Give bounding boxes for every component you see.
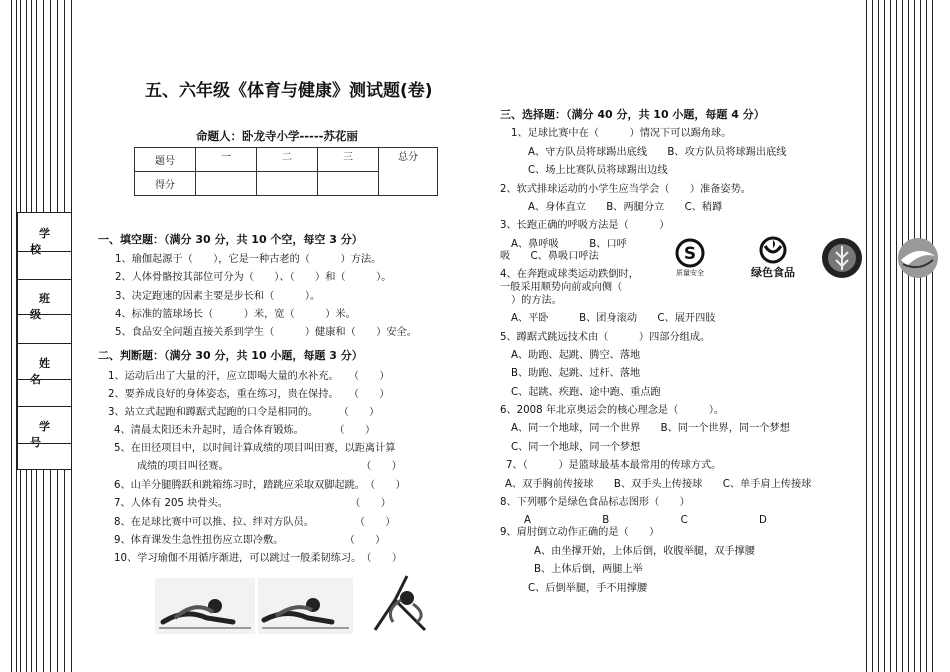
binding-line: [926, 0, 927, 672]
score-cell[interactable]: [318, 172, 379, 196]
score-cell[interactable]: [196, 172, 257, 196]
score-header-cell: 三: [318, 148, 379, 172]
swirl-emblem-icon: [893, 236, 943, 280]
name-label: 姓 名: [30, 357, 68, 386]
binding-line: [11, 0, 12, 672]
choice-question: 1、足球比赛中在（ ）情况下可以踢角球。: [511, 128, 732, 139]
true-false-item: 8、在足球比赛中可以推、拉、绊对方队员。 （ ）: [114, 517, 396, 528]
green-food-logo-icon: [755, 236, 791, 264]
true-false-item: 7、人体有 205 块骨头。 （ ）: [114, 498, 391, 509]
true-false-item: 10、学习瑜伽不用循序渐进，可以跳过一般柔韧练习。 （ ）: [114, 553, 403, 564]
binding-line: [884, 0, 885, 672]
class-label: 班 级: [30, 292, 68, 321]
choice-question: 一般采用顺势向前或向侧（: [500, 282, 623, 293]
section2-heading: 二、判断题：（满分 30 分，共 10 小题，每题 3 分）: [98, 349, 363, 362]
score-header-cell: 题号: [135, 148, 196, 172]
binding-line: [866, 0, 867, 672]
yoga-pose-illustration: [155, 578, 255, 634]
binding-line: [920, 0, 921, 672]
logo-option-letters: A B C D: [524, 515, 767, 526]
fill-blank-item: 5、食品安全问题直接关系到学生（ ）健康和（ ）安全。: [115, 327, 417, 338]
choice-option: 吸 C、鼻吸口呼法: [500, 251, 599, 262]
fill-blank-item: 1、瑜伽起源于（ ），它是一种古老的（ ）方法。: [115, 254, 382, 265]
true-false-item: 3、站立式起跑和蹲踞式起跑的口令是相同的。 （ ）: [108, 407, 380, 418]
choice-option: C、场上比赛队员将球踢出边线: [528, 165, 668, 176]
true-false-item: 1、运动后出了大量的汗，应立即喝大量的水补充。 （ ）: [108, 371, 390, 382]
svg-text:S: S: [683, 244, 697, 264]
binding-line: [914, 0, 915, 672]
choice-question: 4、在奔跑或球类运动跌倒时，: [500, 269, 639, 280]
score-header-cell: 总分: [379, 148, 438, 196]
yoga-pose-illustration: [258, 578, 353, 634]
student-number-label: 学 号: [30, 420, 68, 449]
true-false-item: 4、清晨太阳还未升起时，适合体育锻炼。 （ ）: [114, 425, 376, 436]
choice-option: A、同一个地球，同一个世界 B、同一个世界，同一个梦想: [511, 423, 790, 434]
binding-line: [902, 0, 903, 672]
choice-option: A、平卧 B、团身滚动 C、展开四肢: [511, 313, 716, 324]
green-food-logo: [738, 236, 808, 280]
yoga-pose-illustration: [365, 570, 435, 634]
score-cell[interactable]: [257, 172, 318, 196]
choice-option: A、守方队员将球踢出底线 B、攻方队员将球踢出底线: [528, 147, 787, 158]
true-false-item: 2、要养成良好的身体姿态，重在练习，贵在保持。 （ ）: [108, 389, 390, 400]
score-row-label: 得分: [135, 172, 196, 196]
choice-option: A、由坐撑开始，上体后倒，收腹举腿，双手撑腰: [534, 546, 755, 557]
emblem-logo-d: [890, 236, 946, 280]
binding-line: [896, 0, 897, 672]
student-info-box: [17, 212, 72, 470]
section3-heading: 三、选择题：（满分 40 分，共 10 小题，每题 4 分）: [500, 108, 765, 121]
choice-option: A、鼻呼吸 B、口呼: [511, 239, 627, 250]
qs-safety-logo: [660, 236, 720, 280]
score-header-cell: 一: [196, 148, 257, 172]
true-false-item: 9、体育课发生急性扭伤应立即冷敷。 （ ）: [114, 535, 386, 546]
school-label: 学 校: [30, 227, 68, 256]
true-false-item: 成绩的项目叫径赛。 （ ）: [137, 461, 402, 472]
choice-question: 5、蹲踞式跳远技术由（ ）四部分组成。: [500, 332, 711, 343]
fill-blank-item: 3、决定跑速的因素主要是步长和（ ）。: [115, 291, 321, 302]
fill-blank-item: 4、标准的篮球场长（ ）米，宽（ ）米。: [115, 309, 356, 320]
wheat-emblem-icon: [820, 236, 864, 280]
choice-option: A、双手胸前传接球 B、双手头上传接球 C、单手肩上传接球: [505, 479, 812, 490]
choice-question: 2、软式排球运动的小学生应当学会（ ）准备姿势。: [500, 184, 751, 195]
page-title: 五、六年级《体育与健康》测试题(卷): [145, 81, 433, 101]
binding-line: [872, 0, 873, 672]
true-false-item: 6、山羊分腿腾跃和跳箱练习时，踏跳应采取双脚起跳。 （ ）: [114, 480, 406, 491]
score-header-cell: 二: [257, 148, 318, 172]
choice-question: 7、（ ）是篮球最基本最常用的传球方式。: [506, 460, 722, 471]
choice-question: 8、下列哪个是绿色食品标志图形（ ）: [500, 497, 690, 508]
true-false-item: 5、在田径项目中，以时间计算成绩的项目叫田赛，以距离计算: [114, 443, 396, 454]
choice-option: C、后倒举腿，手不用撑腰: [528, 583, 648, 594]
choice-option: C、同一个地球，同一个梦想: [511, 442, 641, 453]
score-table: [134, 147, 438, 196]
emblem-logo-c: [820, 236, 864, 280]
qs-logo-icon: [670, 238, 710, 268]
binding-line: [878, 0, 879, 672]
choice-option: B、上体后倒，两腿上举: [534, 564, 643, 575]
choice-option: B、助跑、起跳、过杆、落地: [511, 368, 641, 379]
binding-line: [890, 0, 891, 672]
choice-question: 3、长跑正确的呼吸方法是（ ）: [500, 220, 670, 231]
qs-logo-caption: 质量安全: [676, 269, 704, 277]
binding-line: [932, 0, 933, 672]
choice-question: 6、2008 年北京奥运会的核心理念是（ ）。: [500, 405, 725, 416]
author-line: 命题人：卧龙寺小学-----苏花丽: [196, 129, 358, 143]
choice-question: ）的方法。: [511, 295, 562, 306]
choice-question: 9、肩肘倒立动作正确的是（ ）: [500, 527, 660, 538]
choice-option: C、起跳、疾跑、途中跑、重点跑: [511, 387, 661, 398]
binding-line: [908, 0, 909, 672]
green-food-logo-caption: 绿色食品: [751, 266, 795, 279]
section1-heading: 一、填空题：（满分 30 分，共 10 个空，每空 3 分）: [98, 233, 363, 246]
choice-option: A、身体直立 B、两腿分立 C、稍蹲: [528, 202, 723, 213]
choice-option: A、助跑、起跳、腾空、落地: [511, 350, 641, 361]
fill-blank-item: 2、人体骨骼按其部位可分为（ ）、（ ）和（ ）。: [115, 272, 392, 283]
